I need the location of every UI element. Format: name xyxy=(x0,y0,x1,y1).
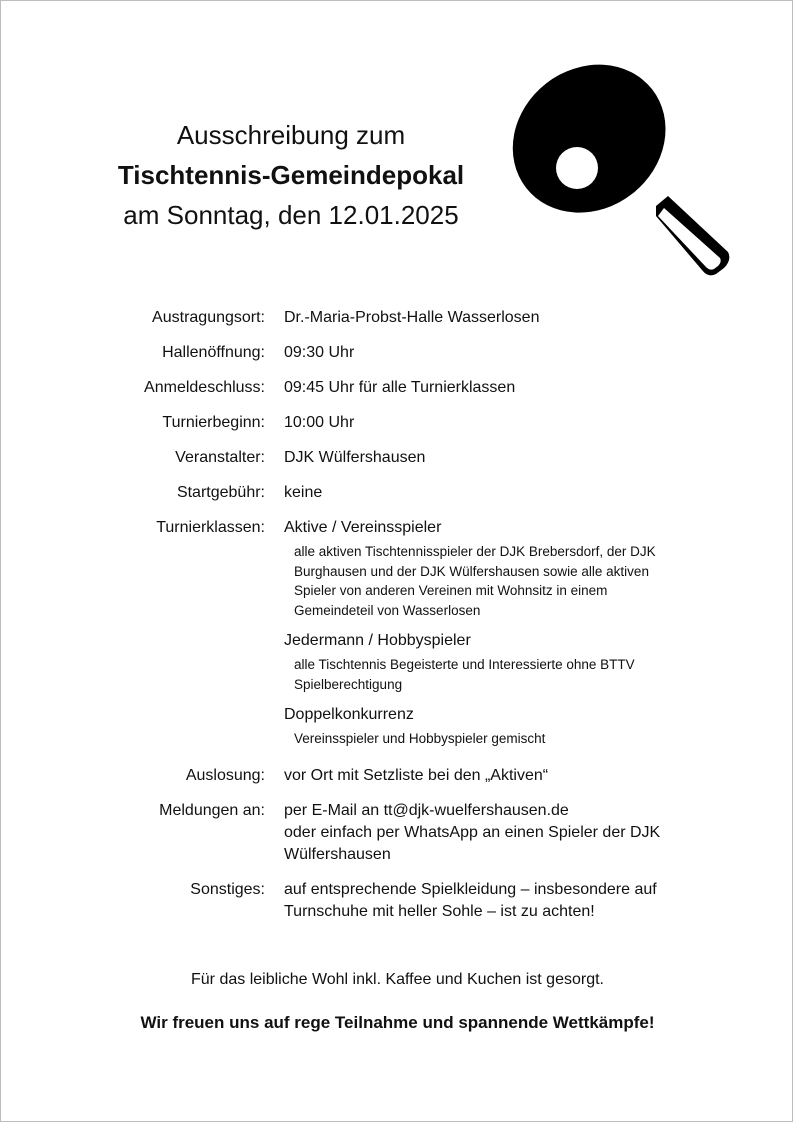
detail-row-organizer xyxy=(1,447,793,469)
registration-whatsapp: oder einfach per WhatsApp an einen Spieler der DJK Wülfershausen xyxy=(284,823,661,863)
class-name: Jedermann / Hobbyspieler xyxy=(284,632,471,649)
flyer-title xyxy=(91,115,491,235)
class-item-active-players xyxy=(284,517,684,620)
detail-value: 09:30 Uhr xyxy=(284,344,355,361)
detail-row-tournament-classes xyxy=(1,517,793,759)
detail-row-entry-fee xyxy=(1,482,793,504)
detail-label: Startgebühr: xyxy=(176,484,265,501)
class-item-doubles xyxy=(284,704,684,749)
detail-label: Sonstiges: xyxy=(190,880,265,898)
detail-label: Austragungsort: xyxy=(152,309,265,326)
detail-value: vor Ort mit Setzliste bei den „Aktiven“ xyxy=(284,766,549,784)
detail-value: keine xyxy=(284,484,323,501)
detail-row-venue xyxy=(1,307,793,329)
class-description: alle aktiven Tischtennisspieler der DJK Brebersdorf, der DJK Burghausen und der DJK Wülfershausen sowie alle aktiven Spieler von anderen Vereinen mit Wohnsitz in einem Gemeindeteil von Wasserlosen xyxy=(294,544,656,618)
class-description: alle Tischtennis Begeisterte und Interessierte ohne BTTV Spielberechtigung xyxy=(294,657,635,692)
detail-label: Hallenöffnung: xyxy=(162,344,265,361)
registration-email: per E-Mail an tt@djk-wuelfershausen.de xyxy=(284,801,569,819)
detail-label: Veranstalter: xyxy=(175,449,265,466)
detail-label: Turnierbeginn: xyxy=(162,414,265,431)
detail-row-hall-opening xyxy=(1,342,793,364)
class-name: Doppelkonkurrenz xyxy=(284,706,414,723)
table-tennis-paddle-icon xyxy=(506,56,734,281)
class-item-hobby-players xyxy=(284,630,684,694)
detail-value: auf entsprechende Spielkleidung – insbesondere auf Turnschuhe mit heller Sohle – ist zu achten! xyxy=(284,880,657,920)
detail-row-draw xyxy=(1,765,793,787)
class-description: Vereinsspieler und Hobbyspieler gemischt xyxy=(294,731,546,746)
detail-row-registration xyxy=(1,800,793,866)
registration-contact xyxy=(284,800,684,866)
detail-label: Auslosung: xyxy=(185,766,265,784)
detail-value: 10:00 Uhr xyxy=(284,414,355,431)
title-line-2: Tischtennis-Gemeindepokal xyxy=(117,160,465,190)
detail-label: Anmeldeschluss: xyxy=(144,379,265,396)
detail-value: 09:45 Uhr für alle Turnierklassen xyxy=(284,379,516,396)
title-line-1: Ausschreibung zum xyxy=(176,120,406,150)
catering-note: Für das leibliche Wohl inkl. Kaffee und Kuchen ist gesorgt. xyxy=(191,971,604,988)
detail-row-tournament-start xyxy=(1,412,793,434)
event-details xyxy=(1,307,793,936)
class-list xyxy=(284,517,684,759)
detail-value: DJK Wülfershausen xyxy=(284,449,426,466)
class-name: Aktive / Vereinsspieler xyxy=(284,519,442,536)
closing-statement: Wir freuen uns auf rege Teilnahme und spannende Wettkämpfe! xyxy=(140,1013,655,1032)
title-line-3: am Sonntag, den 12.01.2025 xyxy=(123,200,459,230)
detail-value: Dr.-Maria-Probst-Halle Wasserlosen xyxy=(284,309,540,326)
detail-row-registration-deadline xyxy=(1,377,793,399)
detail-row-misc xyxy=(1,879,793,923)
detail-label: Meldungen an: xyxy=(159,801,265,819)
detail-label: Turnierklassen: xyxy=(156,519,265,536)
